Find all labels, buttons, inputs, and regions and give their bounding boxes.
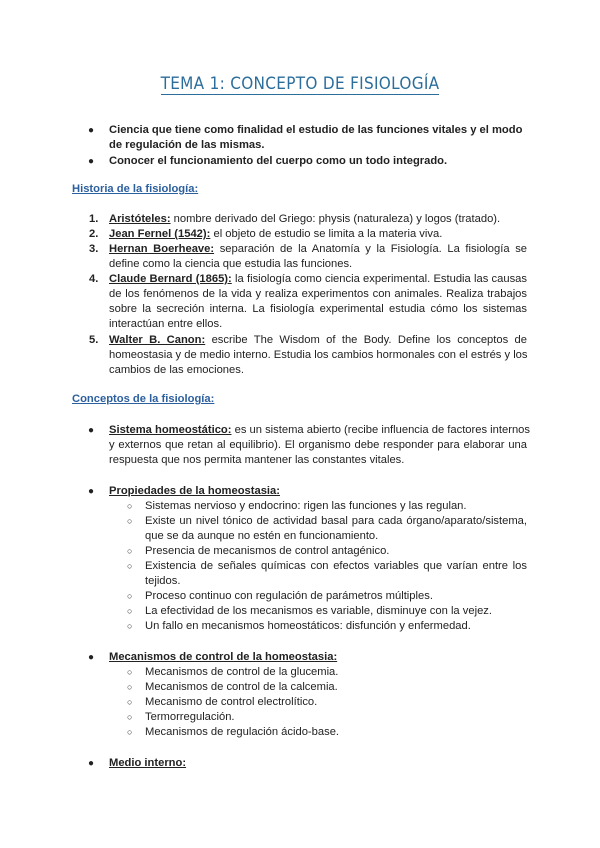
circle-bullet-icon: ○ bbox=[127, 697, 133, 707]
page-title: TEMA 1: CONCEPTO DE FISIOLOGÍA bbox=[160, 74, 440, 94]
homeostatic-name: Sistema homeostático: bbox=[109, 424, 232, 436]
properties-heading: Propiedades de la homeostasia: bbox=[109, 485, 280, 497]
homeostatic-line-1: Sistema homeostático: es un sistema abierto (recibe influencia de factores internos bbox=[109, 424, 530, 436]
bullet-icon: ● bbox=[88, 156, 95, 167]
property-4-line-1: Existencia de señales químicas con efectos variables que varían entre los bbox=[145, 560, 527, 572]
property-1: Sistemas nervioso y endocrino: rigen las funciones y las regulan. bbox=[145, 500, 467, 512]
circle-bullet-icon: ○ bbox=[127, 516, 133, 526]
history-item-5-line-2: homeostasia y de medio interno. Estudia los cambios hormonales con el estrés y los bbox=[109, 349, 528, 361]
medium-heading: Medio interno: bbox=[109, 757, 187, 769]
history-item-4-line-2: de los fenómenos de la vida y realiza experimentos con animales. Realiza trabajos bbox=[109, 288, 527, 300]
history-item-4-line-4: interactúan entre ellos. bbox=[109, 318, 223, 330]
property-4-line-2: tejidos. bbox=[145, 575, 181, 587]
history-item-4-number: 4. bbox=[89, 273, 99, 285]
history-item-3-line-1: Hernan Boerheave: separación de la Anatomía y la Fisiología. La fisiología se bbox=[109, 243, 528, 255]
history-item-4-name: Claude Bernard (1865): bbox=[109, 273, 232, 285]
circle-bullet-icon: ○ bbox=[127, 591, 133, 601]
homeostatic-line-3: respuesta que nos permita mantener las constantes vitales. bbox=[109, 454, 405, 466]
circle-bullet-icon: ○ bbox=[127, 501, 133, 511]
history-item-5-name: Walter B. Canon: bbox=[109, 334, 206, 346]
history-item-1-number: 1. bbox=[89, 213, 99, 225]
intro-2-line-1: Conocer el funcionamiento del cuerpo como un todo integrado. bbox=[109, 155, 448, 167]
history-item-5-line-1: Walter B. Canon: escribe The Wisdom of the Body. Define los conceptos de bbox=[109, 334, 528, 346]
history-item-3-line-2: define como la ciencia que estudia las funciones. bbox=[109, 258, 353, 270]
circle-bullet-icon: ○ bbox=[127, 667, 133, 677]
history-item-5-line-3: cambios de las emociones. bbox=[109, 364, 244, 376]
history-item-2 bbox=[109, 227, 442, 242]
bullet-icon: ● bbox=[88, 652, 95, 663]
mechanism-3: Mecanismo de control electrolítico. bbox=[145, 696, 318, 708]
circle-bullet-icon: ○ bbox=[127, 621, 133, 631]
circle-bullet-icon: ○ bbox=[127, 712, 133, 722]
concepts-heading: Conceptos de la fisiología: bbox=[72, 393, 215, 405]
bullet-icon: ● bbox=[88, 758, 95, 769]
history-item-3-name: Hernan Boerheave: bbox=[109, 243, 215, 255]
history-item-5-number: 5. bbox=[89, 334, 99, 346]
mechanism-2: Mecanismos de control de la calcemia. bbox=[145, 681, 338, 693]
history-item-3-number: 3. bbox=[89, 243, 99, 255]
bullet-icon: ● bbox=[88, 125, 95, 136]
bullet-icon: ● bbox=[88, 425, 95, 436]
mechanism-4: Termorregulación. bbox=[145, 711, 235, 723]
property-7: Un fallo en mecanismos homeostáticos: disfunción y enfermedad. bbox=[145, 620, 471, 632]
circle-bullet-icon: ○ bbox=[127, 682, 133, 692]
property-2-line-1: Existe un nivel tónico de actividad basal para cada órgano/aparato/sistema, bbox=[145, 515, 527, 527]
intro-1-line-1: Ciencia que tiene como finalidad el estudio de las funciones vitales y el modo bbox=[109, 124, 523, 136]
circle-bullet-icon: ○ bbox=[127, 727, 133, 737]
property-5: Proceso continuo con regulación de parámetros múltiples. bbox=[145, 590, 433, 602]
property-2-line-2: que se da aunque no estén en funcionamiento. bbox=[145, 530, 379, 542]
history-item-4-line-3: sobre la secreción interna. La fisiología experimental estudia cómo los sistemas bbox=[109, 303, 527, 315]
history-item-1 bbox=[109, 212, 500, 227]
intro-1-line-2: de regulación de las mismas. bbox=[109, 139, 265, 151]
property-3: Presencia de mecanismos de control antagénico. bbox=[145, 545, 390, 557]
bullet-icon: ● bbox=[88, 486, 95, 497]
mechanism-5: Mecanismos de regulación ácido-base. bbox=[145, 726, 340, 738]
circle-bullet-icon: ○ bbox=[127, 606, 133, 616]
homeostatic-line-2: y externos que retan al equilibrio). El organismo debe responder para elaborar una bbox=[109, 439, 527, 451]
history-item-4-line-1: Claude Bernard (1865): la fisiología como ciencia experimental. Estudia las causas bbox=[109, 273, 528, 285]
history-item-1-name: Aristóteles: bbox=[109, 213, 171, 225]
mechanisms-heading: Mecanismos de control de la homeostasia: bbox=[109, 651, 338, 663]
history-item-2-number: 2. bbox=[89, 228, 99, 240]
history-item-2-text: el objeto de estudio se limita a la materia viva. bbox=[213, 228, 443, 240]
history-item-2-name: Jean Fernel (1542): bbox=[109, 228, 211, 240]
circle-bullet-icon: ○ bbox=[127, 561, 133, 571]
history-heading: Historia de la fisiología: bbox=[72, 183, 199, 195]
mechanism-1: Mecanismos de control de la glucemia. bbox=[145, 666, 339, 678]
history-item-1-text: nombre derivado del Griego: physis (naturaleza) y logos (tratado). bbox=[173, 213, 501, 225]
property-6: La efectividad de los mecanismos es variable, disminuye con la vejez. bbox=[145, 605, 492, 617]
circle-bullet-icon: ○ bbox=[127, 546, 133, 556]
